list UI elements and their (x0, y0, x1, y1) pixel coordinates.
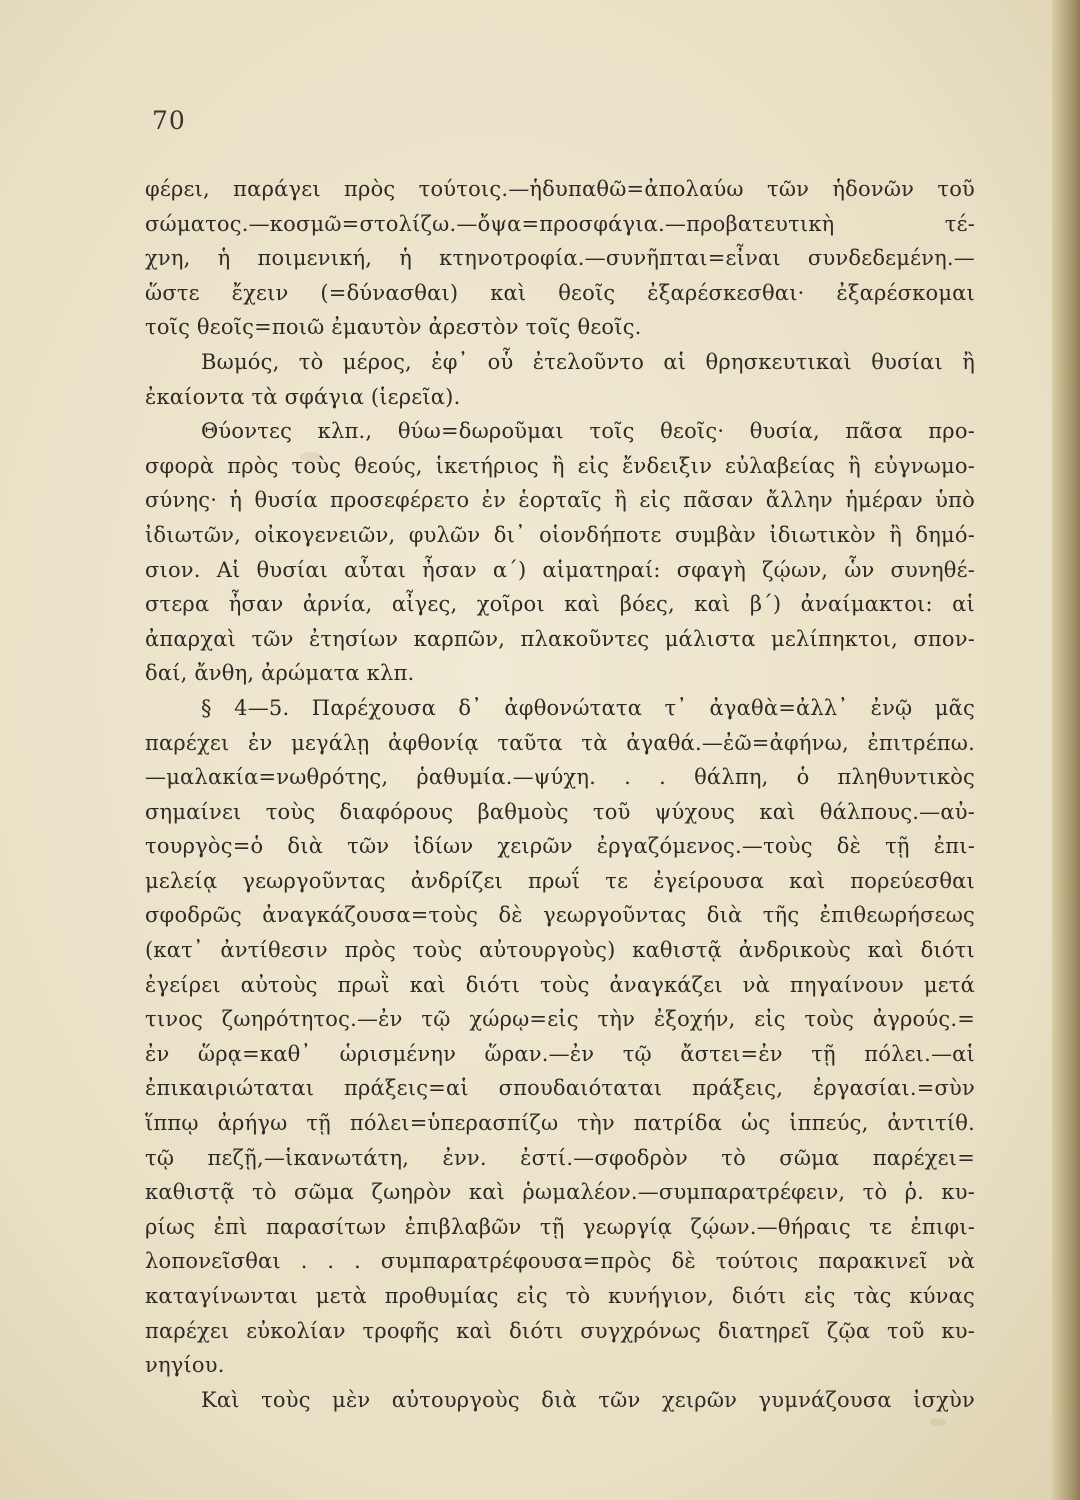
text-line: ὥστε ἔχειν (=δύνασθαι) καὶ θεοῖς ἐξαρέσκεσθαι· ἐξαρέσκομαι (145, 280, 975, 305)
text-line: Θύοντες κλπ., θύω=δωροῦμαι τοῖς θεοῖς· θυσία, πᾶσα προ- (201, 419, 975, 444)
text-line: (κατ᾿ ἀντίθεσιν πρὸς τοὺς αὐτουργοὺς) καθιστᾷ ἀνδρικοὺς καὶ διότι (145, 938, 975, 963)
text-line: νηγίου. (145, 1353, 225, 1378)
text-line: τουργὸς=ὁ διὰ τῶν ἰδίων χειρῶν ἐργαζόμενος.—τοὺς δὲ τῇ ἐπι- (145, 834, 975, 859)
paper-smudge (930, 1418, 946, 1426)
text-line: § 4—5. Παρέχουσα δ᾿ ἀφθονώτατα τ᾿ ἀγαθὰ=ἀλλ᾿ ἐνῷ μᾶς (201, 695, 975, 720)
text-line: ἵππῳ ἀρήγω τῇ πόλει=ὑπερασπίζω τὴν πατρίδα ὡς ἱππεύς, ἀντιτίθ. (145, 1111, 975, 1136)
text-line: σύνης· ἡ θυσία προσεφέρετο ἐν ἑορταῖς ἢ εἰς πᾶσαν ἄλλην ἡμέραν ὑπὸ (145, 488, 975, 513)
text-line: στερα ἦσαν ἀρνία, αἶγες, χοῖροι καὶ βόες, καὶ β΄) ἀναίμακτοι: αἱ (145, 592, 975, 617)
text-line: τοῖς θεοῖς=ποιῶ ἐμαυτὸν ἀρεστὸν τοῖς θεοῖς. (145, 315, 642, 340)
page-number: 70 (152, 106, 186, 135)
text-line: παρέχει ἐν μεγάλῃ ἀφθονίᾳ ταῦτα τὰ ἀγαθά.—ἐῶ=ἀφήνω, ἐπιτρέπω. (145, 730, 975, 755)
text-line: φέρει, παράγει πρὸς τούτοις.—ἡδυπαθῶ=ἀπολαύω τῶν ἡδονῶν τοῦ (145, 177, 975, 201)
text-line: ἐγείρει αὐτοὺς πρωῒ καὶ διότι τοὺς ἀναγκάζει νὰ πηγαίνουν μετά (145, 972, 975, 997)
text-line: λοπονεῖσθαι . . . συμπαρατρέφουσα=πρὸς δὲ τούτοις παρακινεῖ νὰ (145, 1249, 975, 1274)
text-line: χνη, ἡ ποιμενική, ἡ κτηνοτροφία.—συνῆπται=εἶναι συνδεδεμένη.— (145, 246, 975, 271)
text-line: σώματος.—κοσμῶ=στολίζω.—ὄψα=προσφάγια.—προβατευτικὴ τέ- (145, 211, 975, 236)
text-line: μελείᾳ γεωργοῦντας ἀνδρίζει πρωΐ τε ἐγείρουσα καὶ πορεύεσθαι (145, 868, 975, 893)
text-line: τινος ζωηρότητος.—ἐν τῷ χώρῳ=εἰς τὴν ἐξοχήν, εἰς τοὺς ἀγρούς.= (145, 1007, 975, 1032)
text-line: ρίως ἐπὶ παρασίτων ἐπιβλαβῶν τῇ γεωργίᾳ ζῴων.—θήραις τε ἐπιφι- (145, 1214, 975, 1239)
text-line: παρέχει εὐκολίαν τροφῆς καὶ διότι συγχρόνως διατηρεῖ ζῷα τοῦ κυ- (145, 1318, 975, 1343)
text-line: καθιστᾷ τὸ σῶμα ζωηρὸν καὶ ῥωμαλέον.—συμπαρατρέφειν, τὸ ῥ. κυ- (145, 1180, 975, 1205)
text-line: καταγίνωνται μετὰ προθυμίας εἰς τὸ κυνήγιον, διότι εἰς τὰς κύνας (145, 1284, 975, 1308)
text-line: ἐκαίοντα τὰ σφάγια (ἱερεῖα). (145, 384, 461, 409)
page-text-block (145, 172, 975, 1417)
text-line: σημαίνει τοὺς διαφόρους βαθμοὺς τοῦ ψύχους καὶ θάλπους.—αὐ- (145, 799, 975, 824)
book-spine-edge (1052, 0, 1080, 1500)
text-line: ἀπαρχαὶ τῶν ἐτησίων καρπῶν, πλακοῦντες μάλιστα μελίπηκτοι, σπον- (145, 626, 975, 651)
text-line: —μαλακία=νωθρότης, ῥαθυμία.—ψύχη. . . θάλπη, ὁ πληθυντικὸς (145, 765, 975, 790)
text-line: Καὶ τοὺς μὲν αὐτουργοὺς διὰ τῶν χειρῶν γυμνάζουσα ἰσχὺν (201, 1387, 975, 1412)
text-line: σφοδρῶς ἀναγκάζουσα=τοὺς δὲ γεωργοῦντας διὰ τῆς ἐπιθεωρήσεως (145, 903, 975, 928)
text-line: ἐν ὥρᾳ=καθ᾿ ὡρισμένην ὥραν.—ἐν τῷ ἄστει=ἐν τῇ πόλει.—αἱ (145, 1041, 975, 1066)
text-line: ἰδιωτῶν, οἰκογενειῶν, φυλῶν δι᾿ οἱονδήποτε συμβὰν ἰδιωτικὸν ἢ δημό- (145, 522, 975, 547)
text-line: τῷ πεζῇ,—ἱκανωτάτη, ἐνν. ἐστί.—σφοδρὸν τὸ σῶμα παρέχει= (145, 1145, 975, 1170)
text-line: δαί, ἄνθη, ἀρώματα κλπ. (145, 661, 415, 686)
text-line: σιον. Αἱ θυσίαι αὗται ἦσαν α΄) αἱματηραί: σφαγὴ ζῴων, ὧν συνηθέ- (145, 557, 975, 582)
text-line: σφορὰ πρὸς τοὺς θεούς, ἱκετήριος ἢ εἰς ἔνδειξιν εὐλαβείας ἢ εὐγνωμο- (145, 453, 975, 478)
text-line: Βωμός, τὸ μέρος, ἐφ᾿ οὗ ἐτελοῦντο αἱ θρησκευτικαὶ θυσίαι ἢ (201, 349, 975, 374)
text-line: ἐπικαιριώταται πράξεις=αἱ σπουδαιόταται πράξεις, ἐργασίαι.=σὺν (145, 1076, 975, 1101)
